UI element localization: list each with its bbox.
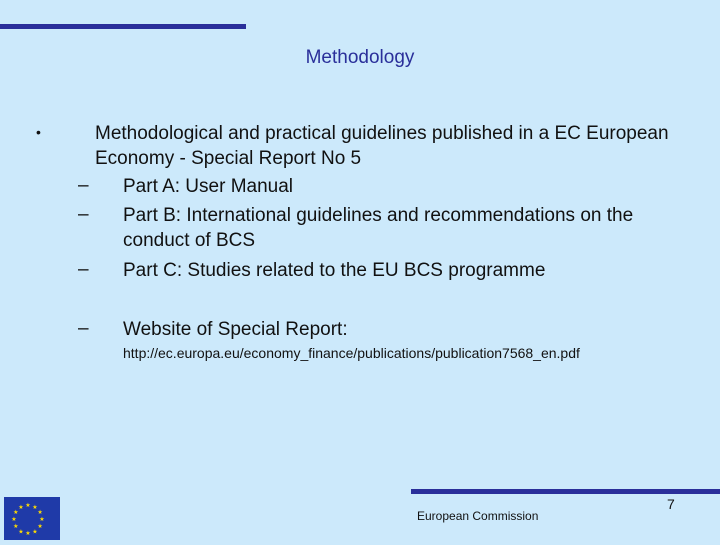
flag-star-icon: ★ xyxy=(32,529,38,536)
bottom-accent-rule xyxy=(411,489,720,494)
sub-bullet-part-b: Part B: International guidelines and recommendations on the conduct of BCS xyxy=(123,205,634,251)
sub-bullet-part-a: Part A: User Manual xyxy=(123,176,294,197)
flag-star-icon: ★ xyxy=(37,524,43,531)
sub-bullet-dash: – xyxy=(78,318,89,339)
page-number: 7 xyxy=(667,496,675,512)
top-accent-rule xyxy=(0,24,246,29)
sub-bullet-dash: – xyxy=(78,259,89,280)
flag-star-icon: ★ xyxy=(32,505,38,512)
report-url-link[interactable]: http://ec.europa.eu/economy_finance/publications/publication7568_en.pdf xyxy=(123,345,580,361)
eu-flag-icon xyxy=(4,497,60,540)
flag-star-icon: ★ xyxy=(18,529,24,536)
flag-star-icon: ★ xyxy=(25,531,31,538)
flag-star-icon: ★ xyxy=(11,517,17,524)
slide-title: Methodology xyxy=(305,47,415,68)
footer-organisation: European Commission xyxy=(417,509,539,523)
flag-star-icon: ★ xyxy=(13,510,19,517)
bullet-symbol: • xyxy=(36,124,41,140)
flag-star-icon: ★ xyxy=(37,510,43,517)
main-bullet-text: Methodological and practical guidelines published in a EC European Economy - Special Report No 5 xyxy=(95,123,669,169)
sub-bullet-dash: – xyxy=(78,175,89,196)
flag-star-icon: ★ xyxy=(18,505,24,512)
flag-star-icon: ★ xyxy=(13,524,19,531)
sub-bullet-dash: – xyxy=(78,204,89,225)
sub-bullet-website: Website of Special Report: xyxy=(123,319,348,340)
flag-star-icon: ★ xyxy=(39,517,45,524)
sub-bullet-part-c: Part C: Studies related to the EU BCS programme xyxy=(123,260,546,281)
eu-flag-graphic xyxy=(4,497,60,540)
flag-star-icon: ★ xyxy=(25,503,31,510)
